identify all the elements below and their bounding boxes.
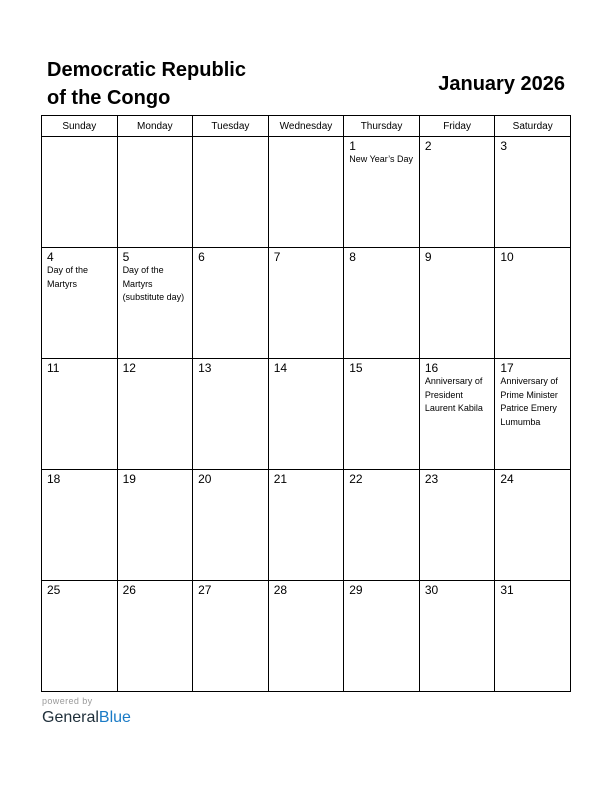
holiday-label: Anniversary of Prime Minister Patrice Emery Lumumba: [500, 376, 558, 427]
day-cell: [268, 581, 344, 692]
day-cell: [344, 581, 420, 692]
day-number: 7: [273, 250, 281, 264]
country-title: [47, 56, 307, 112]
day-number: 16: [424, 361, 439, 375]
day-cell: [117, 581, 193, 692]
day-cell: [42, 581, 118, 692]
brand-name-part2: Blue: [98, 709, 131, 726]
day-cell: [117, 248, 193, 359]
day-cell: [344, 470, 420, 581]
day-cell: [268, 359, 344, 470]
footer: [42, 695, 131, 728]
day-cell: [344, 248, 420, 359]
day-cell: [42, 248, 118, 359]
day-number: 11: [47, 361, 60, 375]
country-title-line1: Democratic Republic: [47, 59, 246, 81]
country-title-line2: of the Congo: [47, 87, 171, 109]
day-cell: [268, 248, 344, 359]
weekday-header: Tuesday: [193, 116, 269, 137]
day-number: 31: [500, 583, 514, 597]
day-cell: [419, 137, 495, 248]
day-cell: [193, 470, 269, 581]
day-number: 9: [424, 250, 432, 264]
day-number: 23: [424, 472, 439, 486]
day-number: 14: [273, 361, 288, 375]
day-number: 6: [198, 250, 205, 264]
day-cell: [193, 581, 269, 692]
day-cell: [268, 470, 344, 581]
day-number: 15: [349, 361, 363, 375]
day-number: 12: [122, 361, 136, 375]
day-number: 24: [500, 472, 514, 486]
day-cell: [193, 137, 269, 248]
day-number: 30: [424, 583, 439, 597]
weekday-header: Friday: [419, 116, 495, 137]
day-cell: [344, 359, 420, 470]
day-cell: [419, 248, 495, 359]
holiday-label: New Year’s Day: [349, 154, 413, 164]
month-year-title: January 2026: [438, 73, 565, 95]
holiday-label: Anniversary of President Laurent Kabila: [424, 376, 483, 413]
holiday-label: Day of the Martyrs (substitute day): [122, 265, 185, 302]
day-number: 19: [122, 472, 136, 486]
day-cell: [117, 470, 193, 581]
calendar-grid: [41, 115, 571, 692]
day-number: 4: [47, 250, 54, 264]
holiday-label: Day of the Martyrs: [47, 265, 89, 289]
week-row: [42, 581, 571, 692]
day-number: 8: [349, 250, 356, 264]
day-cell: [42, 359, 118, 470]
day-number: 18: [47, 472, 61, 486]
day-cell: [42, 470, 118, 581]
day-cell: [495, 581, 571, 692]
day-number: 10: [500, 250, 514, 264]
weekday-header: Thursday: [344, 116, 420, 137]
day-number: 1: [349, 139, 356, 153]
day-number: 17: [500, 361, 514, 375]
day-number: 29: [349, 583, 363, 597]
weekday-header: Sunday: [42, 116, 118, 137]
day-number: 22: [349, 472, 363, 486]
day-cell: [117, 359, 193, 470]
weekday-header: Monday: [117, 116, 193, 137]
day-number: 13: [198, 361, 212, 375]
powered-by-text: powered by: [42, 696, 93, 706]
day-number: 21: [273, 472, 288, 486]
day-cell: [42, 137, 118, 248]
day-cell: [495, 359, 571, 470]
day-number: 25: [47, 583, 61, 597]
day-cell: [117, 137, 193, 248]
day-number: 27: [198, 583, 212, 597]
weekday-header-row: [42, 116, 571, 137]
weekday-header: Wednesday: [268, 116, 344, 137]
day-cell: [495, 137, 571, 248]
day-number: 5: [122, 250, 130, 264]
brand-name-part1: General: [42, 709, 99, 726]
week-row: [42, 248, 571, 359]
day-cell: [495, 248, 571, 359]
day-cell: [344, 137, 420, 248]
day-number: 20: [198, 472, 212, 486]
generalblue-logo[interactable]: [42, 708, 131, 728]
day-cell: [193, 248, 269, 359]
day-number: 28: [273, 583, 288, 597]
day-cell: [495, 470, 571, 581]
week-row: [42, 359, 571, 470]
day-cell: [419, 359, 495, 470]
day-number: 2: [424, 139, 432, 153]
weekday-header: Saturday: [495, 116, 571, 137]
day-cell: [268, 137, 344, 248]
day-cell: [419, 581, 495, 692]
day-number: 26: [122, 583, 136, 597]
day-cell: [193, 359, 269, 470]
day-cell: [419, 470, 495, 581]
day-number: 3: [500, 139, 508, 153]
week-row: [42, 137, 571, 248]
week-row: [42, 470, 571, 581]
